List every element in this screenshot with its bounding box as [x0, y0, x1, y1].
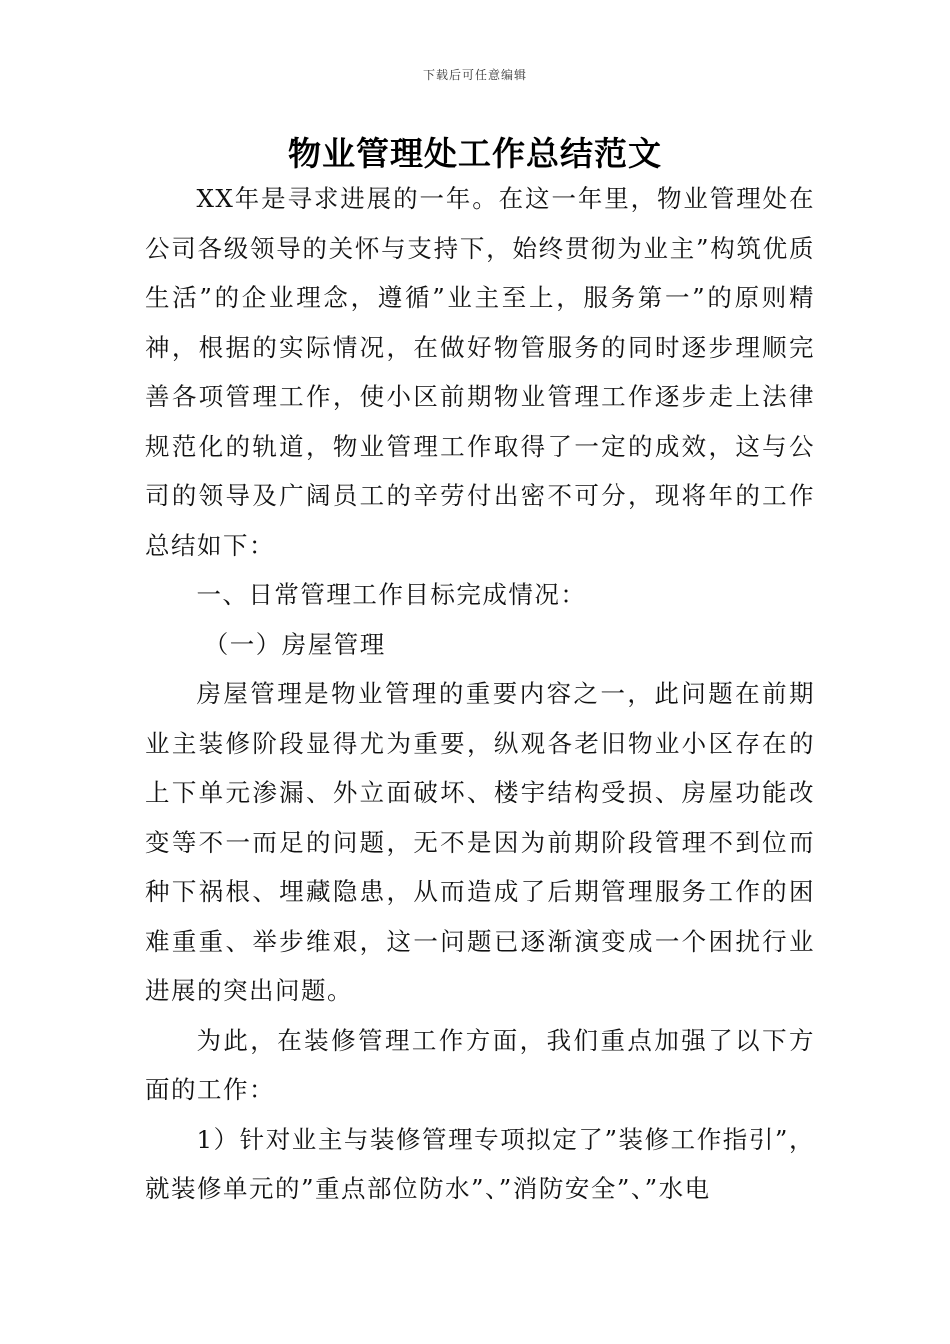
document-title: 物业管理处工作总结范文	[288, 134, 662, 173]
paragraph-renovation-focus: 为此，在装修管理工作方面，我们重点加强了以下方面的工作：	[145, 1025, 815, 1104]
document-body	[145, 174, 815, 1214]
paragraph-item-1: 1）针对业主与装修管理专项拟定了”装修工作指引”，就装修单元的”重点部位防水”、”消防安全”、”水电	[145, 1124, 815, 1203]
subsection-heading-house: （一）房屋管理	[203, 629, 386, 659]
section-heading-1: 一、日常管理工作目标完成情况：	[196, 580, 587, 609]
paragraph-intro: XX年是寻求进展的一年。在这一年里，物业管理处在公司各级领导的关怀与支持下，始终贯彻为业主”构筑优质生活”的企业理念，遵循”业主至上，服务第一”的原则精神，根据的实际情况，在做好物管服务的同时逐步理顺完善各项管理工作，使小区前期物业管理工作逐步走上法律规范化的轨道，物业管理工作取得了一定的成效，这与公司的领导及广阔员工的辛劳付出密不可分，现将年的工作总结如下：	[145, 184, 815, 560]
paragraph-house-management: 房屋管理是物业管理的重要内容之一，此问题在前期业主装修阶段显得尤为重要，纵观各老旧物业小区存在的上下单元渗漏、外立面破坏、楼宇结构受损、房屋功能改变等不一而足的问题，无不是因为前期阶段管理不到位而种下祸根、埋藏隐患，从而造成了后期管理服务工作的困难重重、举步维艰，这一问题已逐渐演变成一个困扰行业进展的突出问题。	[145, 679, 815, 1005]
header-note: 下载后可任意编辑	[422, 68, 527, 82]
